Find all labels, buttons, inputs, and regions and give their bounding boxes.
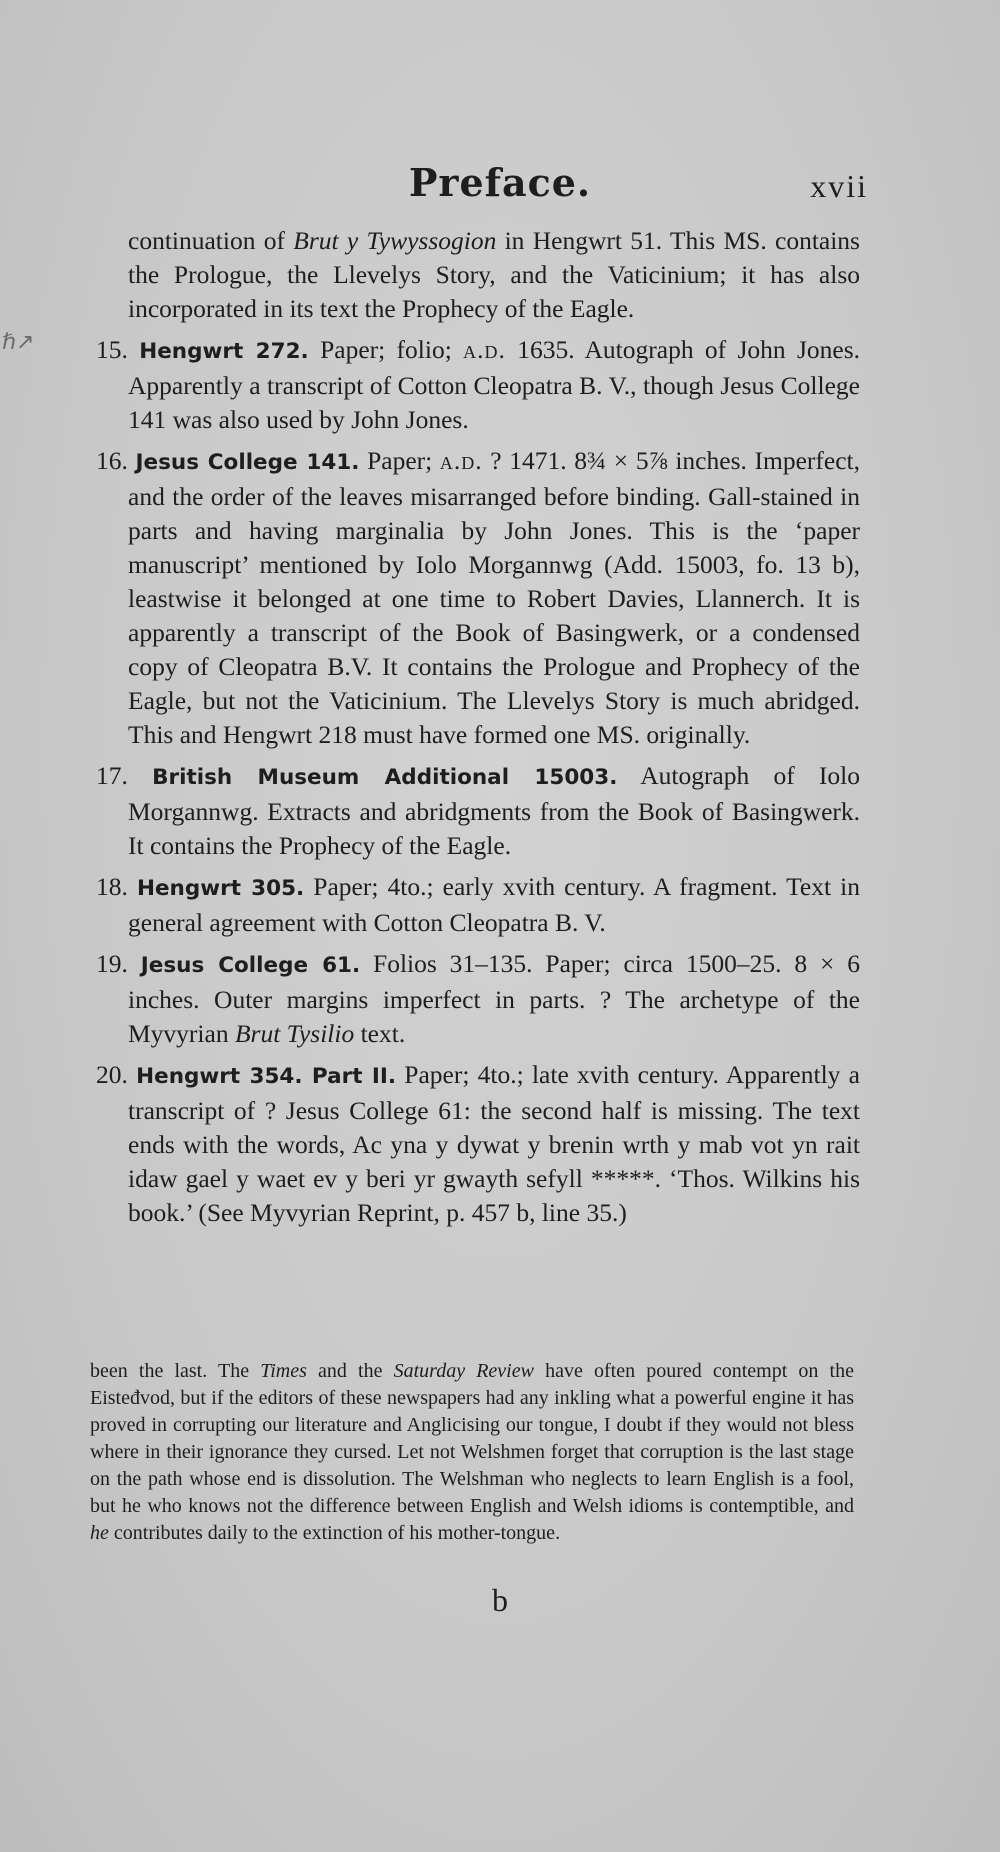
- continuation-paragraph: [96, 224, 860, 326]
- signature-mark: b: [492, 1582, 508, 1618]
- entry-number: 15.: [96, 335, 128, 364]
- italic-run: Times: [260, 1360, 307, 1382]
- entry-19: [96, 947, 860, 1051]
- entry-text: ? 1471. 8¾ × 5⅞ inches. Imperfect, and the order of the leaves misarranged before binding. Gall-stained in parts and having marginalia by John Jones. This is the ‘paper manuscript’ mentioned by Iolo Morgannwg (Add. 15003, fo. 13 b), leastwise it belonged at one time to Robert Davies, Llannerch. It is apparently a transcript of the Book of Basingwerk, or a condensed copy of Cleopatra B.V. It contains the Prologue and Prophecy of the Eagle, but not the Vaticinium. The Llevelys Story is much abridged. This and Hengwrt 218 must have formed one MS. originally.: [128, 446, 860, 749]
- page-number: xvii: [810, 168, 868, 204]
- entry-20: [96, 1058, 860, 1230]
- era-label: a.d.: [463, 335, 506, 364]
- entry-title: Jesus College 141.: [135, 450, 360, 475]
- entry-title: Hengwrt 354. Part II.: [136, 1064, 397, 1089]
- entry-number: 17.: [96, 761, 128, 790]
- entry-text: Folios 31–135. Paper; circa 1500–25. 8 × 6 inches. Outer margins imperfect in parts. ? The archetype of the Myvyrian: [128, 949, 860, 1048]
- entry-text: Paper;: [359, 446, 440, 475]
- main-text: [96, 224, 860, 1237]
- entry-15: [96, 333, 860, 437]
- text-run: in Hengwrt 51. This MS. contains the Prologue, the Llevelys Story, and the Vaticinium; it has also incorporated in its text the Prophecy of the Eagle.: [128, 226, 860, 323]
- entry-text: 1635. Autograph of John Jones. Apparently a transcript of Cotton Cleopatra B. V., though Jesus College 141 was also used by John Jones.: [128, 335, 861, 434]
- entry-title: Hengwrt 305.: [136, 876, 305, 901]
- italic-title: Brut y Tywyssogion: [293, 226, 497, 255]
- entry-text: text.: [354, 1019, 406, 1048]
- entry-text: Paper; 4to.; early xvith century. A fragment. Text in general agreement with Cotton Cleopatra B. V.: [128, 872, 860, 937]
- entry-17: [96, 759, 860, 863]
- text-run: continuation of: [128, 226, 294, 255]
- era-label: a.d.: [439, 446, 483, 475]
- entry-16: [96, 444, 860, 752]
- entry-number: 20.: [96, 1060, 128, 1089]
- entry-title: Jesus College 61.: [140, 953, 361, 978]
- page-title: Preface.: [408, 160, 592, 205]
- italic-run: he: [90, 1522, 109, 1544]
- italic-run: Saturday Review: [393, 1360, 534, 1382]
- text-run: been the last. The: [90, 1360, 261, 1382]
- text-run: have often poured contempt on the Eisteđvod, but if the editors of these newspapers had any inkling what a powerful engine it has proved in corrupting our literature and Anglicising our tongue, I doubt if they would not bless where in their ignorance they cursed. Let not Welshmen forget that corruption is the last stage on the path whose end is dissolution. The Welshman who neglects to learn English is a fool, but he who knows not the difference between English and Welsh idioms is contemptible, and: [90, 1360, 854, 1517]
- entry-text: Paper; 4to.; late xvith century. Apparently a transcript of ? Jesus College 61: the second half is missing. The text ends with the words, Ac yna y dywat y brenin wrth y mab vot yn rait idaw gael y waet ev y beri yr gwayth sefyll *****. ‘Thos. Wilkins his book.’ (See Myvyrian Reprint, p. 457 b, line 35.): [128, 1060, 860, 1227]
- text-run: contributes daily to the extinction of his mother-tongue.: [108, 1522, 561, 1544]
- entry-text: Paper; folio;: [308, 335, 464, 364]
- italic-title: Brut Tysilio: [234, 1019, 355, 1048]
- entry-number: 16.: [96, 446, 128, 475]
- entry-text: Autograph of Iolo Morgannwg. Extracts and abridgments from the Book of Basingwerk. It contains the Prophecy of the Eagle.: [128, 761, 861, 860]
- footnote: [90, 1358, 854, 1547]
- entry-18: [96, 870, 860, 940]
- entry-number: 18.: [96, 872, 128, 901]
- entry-number: 19.: [96, 949, 128, 978]
- margin-mark: ℏ↗: [2, 330, 35, 355]
- entry-title: British Museum Additional 15003.: [152, 765, 618, 790]
- entry-title: Hengwrt 272.: [139, 339, 309, 364]
- text-run: and the: [306, 1360, 394, 1382]
